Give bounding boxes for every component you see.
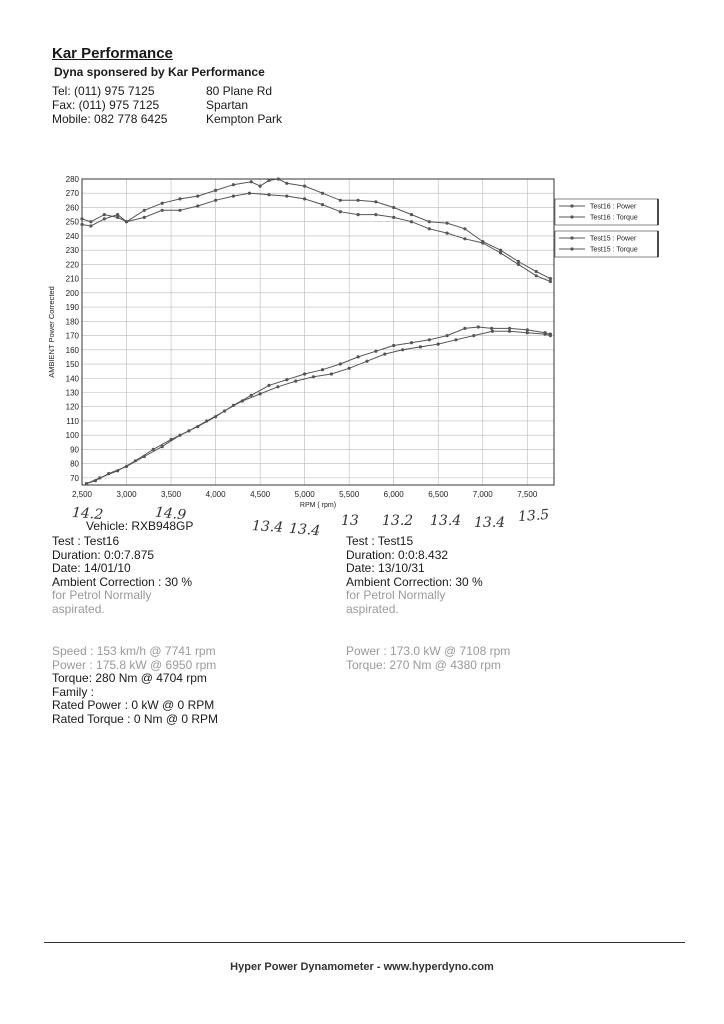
legend-label: Test16 : Power: [590, 203, 637, 211]
max-power: Power : 173.0 kW @ 7108 rpm: [346, 644, 511, 658]
data-point: [98, 476, 101, 479]
contact-right: [206, 84, 282, 126]
family: Family :: [52, 684, 94, 699]
handwritten-note: 13.2: [382, 513, 414, 529]
handwritten-note: 13.4: [288, 520, 321, 540]
data-point: [446, 232, 449, 235]
data-point: [348, 367, 351, 370]
data-point: [143, 209, 146, 212]
address-street: 80 Plane Rd: [206, 84, 273, 98]
y-tick-label: 110: [66, 416, 79, 426]
data-point: [446, 222, 449, 225]
y-tick-label: 280: [65, 175, 79, 184]
dyno-chart: [40, 172, 680, 517]
data-point: [357, 355, 360, 358]
company-name: Kar Performance: [52, 45, 173, 62]
y-tick-label: 250: [65, 217, 79, 227]
data-point: [392, 206, 395, 209]
data-point: [357, 199, 360, 202]
handwritten-note: 14.2: [71, 504, 104, 524]
correction-note: aspirated.: [346, 601, 399, 616]
x-tick-label: 4,000: [205, 490, 226, 499]
data-point: [535, 274, 538, 277]
max-power: Power : 175.8 kW @ 6950 rpm: [52, 657, 217, 672]
data-point: [454, 338, 457, 341]
data-point: [321, 192, 324, 195]
data-point: [410, 220, 413, 223]
data-point: [196, 204, 199, 207]
y-tick-label: 210: [65, 274, 79, 284]
data-point: [330, 372, 333, 375]
series-line: [82, 193, 550, 281]
data-point: [410, 341, 413, 344]
data-point: [89, 220, 92, 223]
x-tick-label: 5,500: [339, 490, 360, 499]
data-point: [248, 192, 251, 195]
data-point: [116, 469, 119, 472]
data-point: [277, 177, 280, 180]
correction-note: for Petrol Normally: [52, 588, 152, 602]
data-point: [134, 459, 137, 462]
data-point: [374, 350, 377, 353]
data-point: [125, 220, 128, 223]
data-point: [508, 330, 511, 333]
y-tick-label: 240: [65, 231, 79, 241]
y-tick-label: 220: [65, 260, 79, 270]
data-point: [477, 325, 480, 328]
data-point: [508, 327, 511, 330]
x-tick-label: 6,500: [428, 490, 449, 499]
data-point: [187, 429, 190, 432]
data-point: [303, 372, 306, 375]
y-tick-label: 270: [65, 189, 79, 199]
footer-divider: [44, 942, 685, 943]
y-tick-label: 140: [65, 374, 79, 384]
correction-note: for Petrol Normally: [346, 588, 446, 602]
rated-power: Rated Power : 0 kW @ 0 RPM: [52, 698, 215, 712]
x-tick-label: 6,000: [383, 490, 404, 499]
data-point: [85, 482, 88, 485]
data-point: [89, 224, 92, 227]
fax-line: Fax: (011) 975 7125: [52, 98, 160, 112]
rated-torque: Rated Torque : 0 Nm @ 0 RPM: [52, 711, 219, 726]
phone-line: Tel: (011) 975 7125: [52, 84, 155, 98]
data-point: [419, 345, 422, 348]
y-tick-label: 130: [65, 388, 79, 398]
data-point: [410, 213, 413, 216]
data-point: [178, 197, 181, 200]
data-point: [103, 217, 106, 220]
data-point: [178, 209, 181, 212]
data-point: [285, 182, 288, 185]
series-line: [87, 331, 551, 483]
data-point: [535, 270, 538, 273]
x-tick-label: 7,500: [517, 490, 538, 499]
max-torque: Torque: 270 Nm @ 4380 rpm: [346, 657, 501, 672]
legend-marker: [570, 247, 573, 250]
data-point: [80, 217, 83, 220]
test15-results: [346, 645, 510, 672]
data-point: [357, 213, 360, 216]
test-duration: Duration: 0:0:7.875: [52, 547, 155, 562]
test16-results: [52, 645, 218, 726]
mobile-line: Mobile: 082 778 6425: [52, 112, 168, 126]
data-point: [374, 213, 377, 216]
y-tick-label: 200: [65, 288, 79, 298]
series-line: [87, 327, 551, 484]
data-point: [196, 195, 199, 198]
test-date: Date: 14/01/10: [52, 561, 131, 575]
ambient-correction: Ambient Correction: 30 %: [346, 574, 483, 589]
data-point: [205, 419, 208, 422]
data-point: [428, 220, 431, 223]
data-point: [312, 375, 315, 378]
data-point: [152, 448, 155, 451]
x-tick-label: 4,500: [250, 490, 271, 499]
data-point: [517, 263, 520, 266]
series-line: [82, 179, 550, 279]
data-point: [446, 334, 449, 337]
data-point: [259, 392, 262, 395]
data-point: [116, 216, 119, 219]
x-tick-label: 2,500: [71, 490, 93, 499]
data-point: [294, 380, 297, 383]
x-tick-label: 5,000: [294, 490, 315, 499]
test-name: Test : Test15: [346, 534, 414, 548]
data-point: [276, 385, 279, 388]
legend-marker: [570, 215, 573, 218]
data-point: [491, 330, 494, 333]
data-point: [392, 344, 395, 347]
data-point: [499, 249, 502, 252]
y-tick-label: 100: [65, 431, 79, 441]
data-point: [544, 333, 547, 336]
test16-details: [52, 535, 192, 616]
data-point: [549, 334, 552, 337]
legend-marker: [570, 204, 573, 207]
data-point: [437, 343, 440, 346]
data-point: [267, 384, 270, 387]
data-point: [383, 353, 386, 356]
data-point: [241, 399, 244, 402]
data-point: [517, 260, 520, 263]
data-point: [481, 241, 484, 244]
footer-text: Hyper Power Dynamometer - www.hyperdyno.com: [230, 961, 494, 973]
y-tick-label: 90: [70, 445, 79, 455]
data-point: [428, 227, 431, 230]
legend-marker: [570, 236, 573, 239]
data-point: [339, 362, 342, 365]
data-point: [250, 180, 253, 183]
x-axis-label: RPM ( rpm): [299, 502, 337, 509]
data-point: [499, 251, 502, 254]
y-tick-label: 170: [65, 331, 79, 341]
data-point: [232, 195, 235, 198]
address-suburb: Spartan: [206, 98, 249, 112]
data-point: [490, 327, 493, 330]
max-torque: Torque: 280 Nm @ 4704 rpm: [52, 671, 207, 685]
data-point: [116, 213, 119, 216]
data-point: [549, 280, 552, 283]
x-tick-label: 7,000: [472, 490, 493, 499]
data-point: [401, 348, 404, 351]
data-point: [303, 197, 306, 200]
data-point: [339, 210, 342, 213]
handwritten-note: 13.5: [517, 506, 550, 526]
data-point: [267, 193, 270, 196]
data-point: [285, 195, 288, 198]
ambient-correction: Ambient Correction : 30 %: [52, 574, 193, 589]
y-tick-label: 70: [70, 473, 79, 483]
test-name: Test : Test16: [52, 534, 120, 548]
y-tick-label: 180: [65, 317, 79, 327]
y-tick-label: 160: [65, 345, 79, 355]
max-speed: Speed : 153 km/h @ 7741 rpm: [52, 644, 216, 658]
y-tick-label: 80: [70, 459, 79, 469]
data-point: [374, 200, 377, 203]
data-point: [232, 183, 235, 186]
y-tick-label: 260: [65, 203, 79, 213]
test15-details: [346, 535, 483, 616]
plot-frame: [82, 179, 554, 485]
x-tick-label: 3,500: [161, 490, 182, 499]
x-tick-label: 3,000: [116, 490, 137, 499]
data-point: [214, 189, 217, 192]
sponsor-line: Dyna sponsered by Kar Performance: [54, 65, 265, 79]
correction-note: aspirated.: [52, 601, 105, 616]
y-tick-label: 230: [65, 246, 79, 256]
legend-label: Test15 : Power: [590, 235, 637, 243]
data-point: [321, 203, 324, 206]
y-tick-label: 120: [65, 402, 79, 412]
handwritten-note: 13: [341, 513, 359, 529]
handwritten-note: 13.4: [430, 513, 462, 529]
data-point: [365, 360, 368, 363]
data-point: [463, 227, 466, 230]
data-point: [428, 338, 431, 341]
data-point: [285, 378, 288, 381]
y-tick-label: 150: [65, 360, 79, 370]
y-axis-label: AMBIENT Power Corrected: [47, 286, 56, 378]
handwritten-note: 13.4: [474, 515, 506, 531]
data-point: [339, 199, 342, 202]
data-point: [80, 223, 83, 226]
data-point: [223, 409, 226, 412]
handwritten-note: 13.4: [251, 518, 284, 536]
contact-left: [52, 84, 167, 126]
legend-label: Test15 : Torque: [590, 246, 638, 254]
address-city: Kempton Park: [206, 112, 283, 126]
legend-label: Test16 : Torque: [590, 214, 638, 222]
data-point: [549, 277, 552, 280]
test-duration: Duration: 0:0:8.432: [346, 547, 449, 562]
data-point: [103, 213, 106, 216]
data-point: [526, 328, 529, 331]
data-point: [250, 394, 253, 397]
data-point: [463, 327, 466, 330]
data-point: [259, 185, 262, 188]
test-date: Date: 13/10/31: [346, 561, 425, 575]
data-point: [526, 331, 529, 334]
handwritten-note: 14.9: [154, 504, 187, 524]
data-point: [214, 199, 217, 202]
data-point: [321, 368, 324, 371]
data-point: [143, 216, 146, 219]
data-point: [267, 179, 270, 182]
data-point: [392, 216, 395, 219]
data-point: [463, 237, 466, 240]
data-point: [161, 202, 164, 205]
data-point: [303, 185, 306, 188]
vehicle-label: Vehicle: RXB948GP: [86, 519, 194, 533]
data-point: [170, 438, 173, 441]
data-point: [472, 334, 475, 337]
data-point: [161, 209, 164, 212]
y-tick-label: 190: [65, 303, 79, 313]
